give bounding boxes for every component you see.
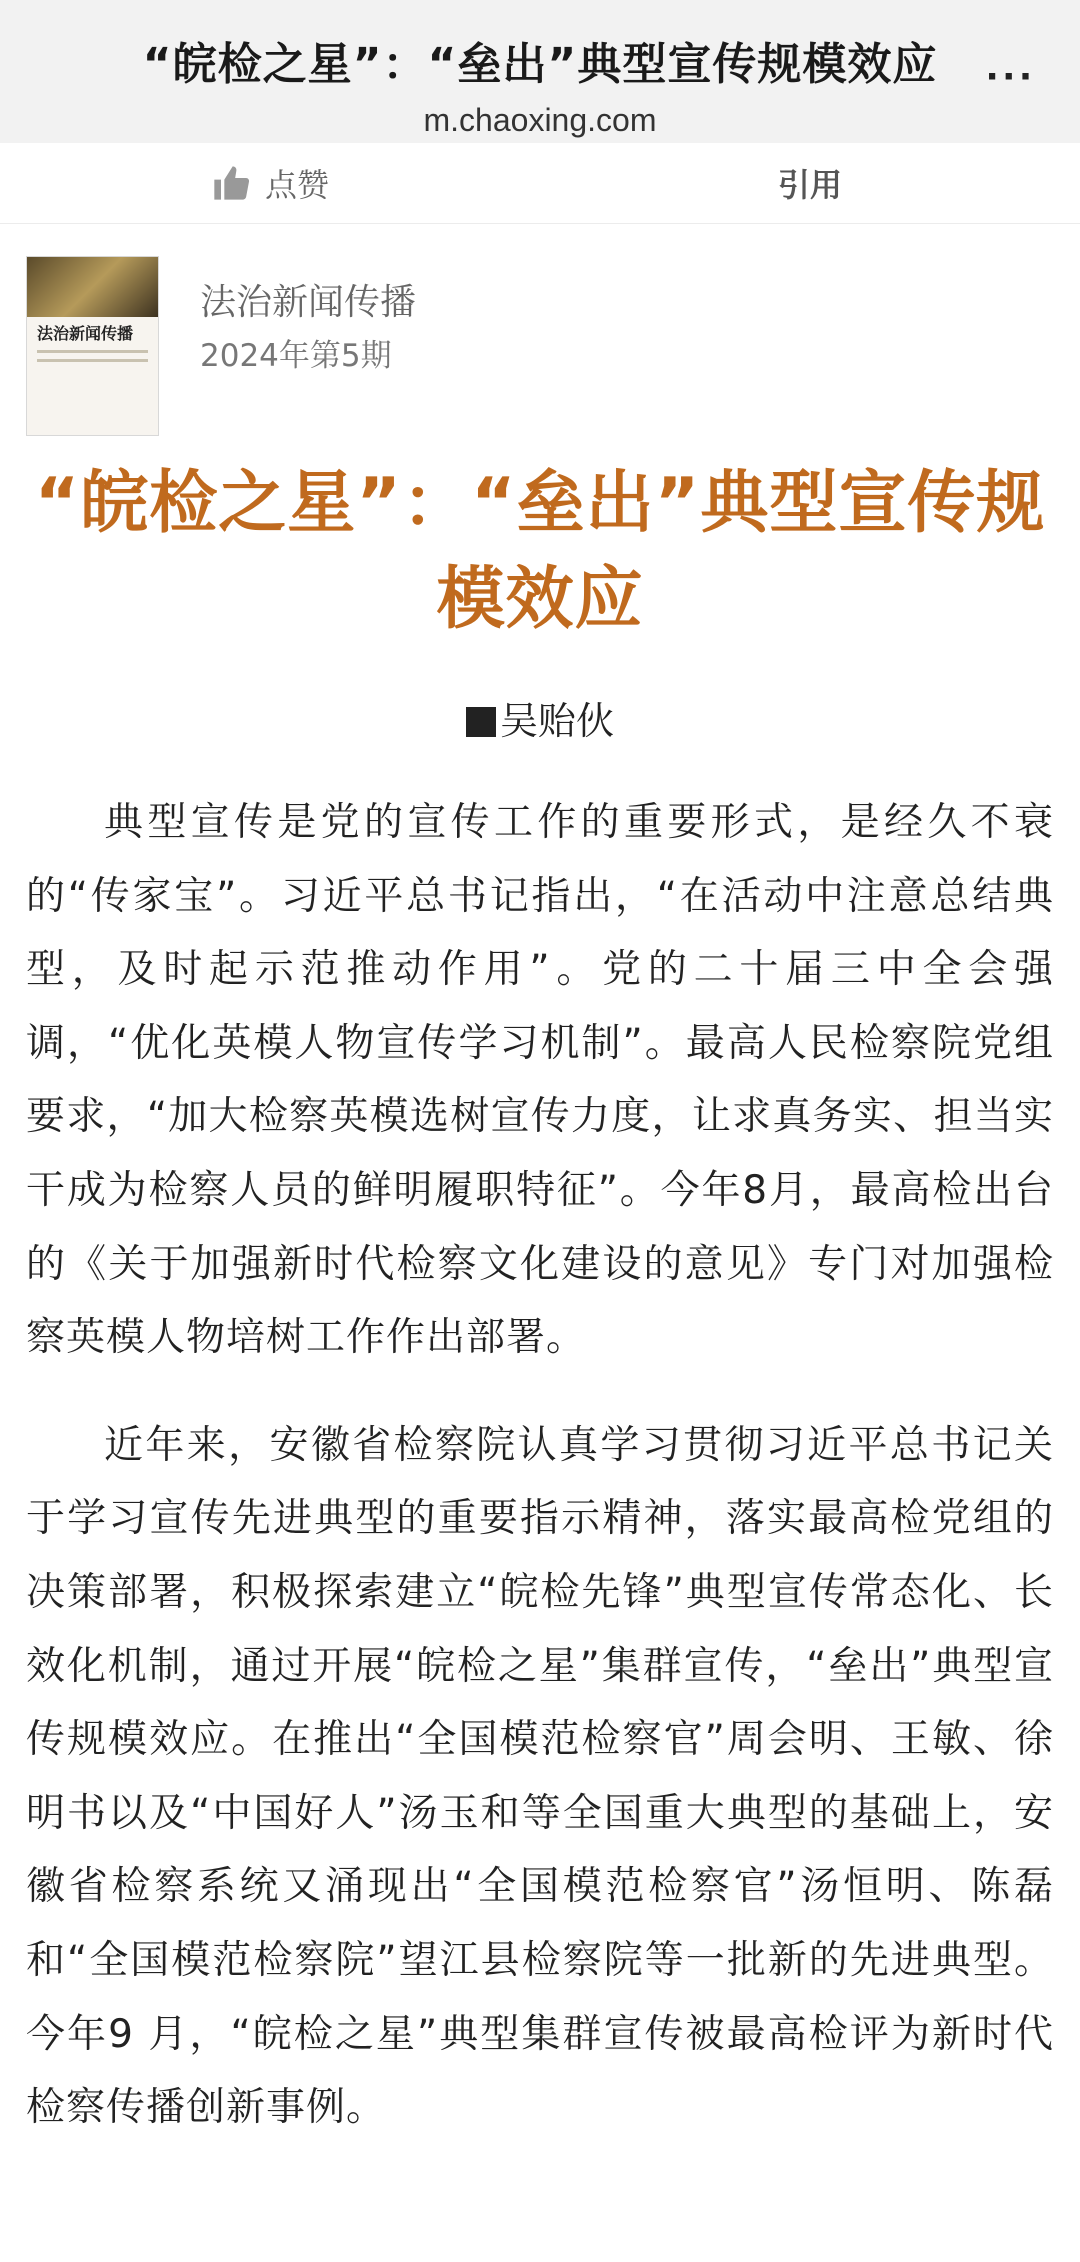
action-bar: [0, 143, 1080, 224]
author-square-marker: [466, 707, 496, 737]
article-paragraph: 典型宣传是党的宣传工作的重要形式，是经久不衰的“传家宝”。习近平总书记指出，“在活动中注意总结典型，及时起示范推动作用”。党的二十届三中全会强调，“优化英模人物宣传学习机制”。最高人民检察院党组要求，“加大检察英模选树宣传力度，让求真务实、担当实干成为检察人员的鲜明履职特征”。今年8月，最高检出台的《关于加强新时代检察文化建设的意见》专门对加强检察英模人物培树工作作出部署。: [26, 800, 1054, 1361]
cite-label: 引用: [777, 166, 842, 204]
page-title: “皖检之星”：“垒出”典型宣传规模效应: [142, 39, 938, 90]
browser-header: [0, 0, 1080, 143]
cite-button[interactable]: [540, 143, 1080, 223]
more-options-button[interactable]: ···: [986, 52, 1036, 101]
like-button[interactable]: [0, 143, 540, 223]
cover-line: [37, 350, 148, 353]
page-url: m.chaoxing.com: [423, 102, 657, 138]
like-label: 点赞: [264, 166, 329, 204]
journal-name[interactable]: 法治新闻传播: [200, 282, 417, 323]
journal-info: [0, 224, 1080, 414]
article-author: [0, 690, 1080, 750]
cover-photo: [27, 257, 158, 317]
cover-line: [37, 359, 148, 362]
journal-issue: 2024年第5期: [200, 338, 392, 374]
article-paragraph: 近年来，安徽省检察院认真学习贯彻习近平总书记关于学习宣传先进典型的重要指示精神，落实最高检党组的决策部署，积极探索建立“皖检先锋”典型宣传常态化、长效化机制，通过开展“皖检之星”集群宣传，“垒出”典型宣传规模效应。在推出“全国模范检察官”周会明、王敏、徐明书以及“中国好人”汤玉和等全国重大典型的基础上，安徽省检察系统又涌现出“全国模范检察官”汤恒明、陈磊和“全国模范检察院”望江县检察院等一批新的先进典型。今年9 月，“皖检之星”典型集群宣传被最高检评为新时代检察传播创新事例。: [26, 1422, 1054, 2131]
article-headline: “皖检之星”：“垒出”典型宣传规模效应: [34, 464, 1046, 639]
journal-cover[interactable]: [26, 256, 159, 436]
author-name: 吴贻伙: [499, 699, 614, 743]
thumbs-up-icon: [211, 163, 251, 203]
cover-title: 法治新闻传播: [37, 324, 134, 343]
